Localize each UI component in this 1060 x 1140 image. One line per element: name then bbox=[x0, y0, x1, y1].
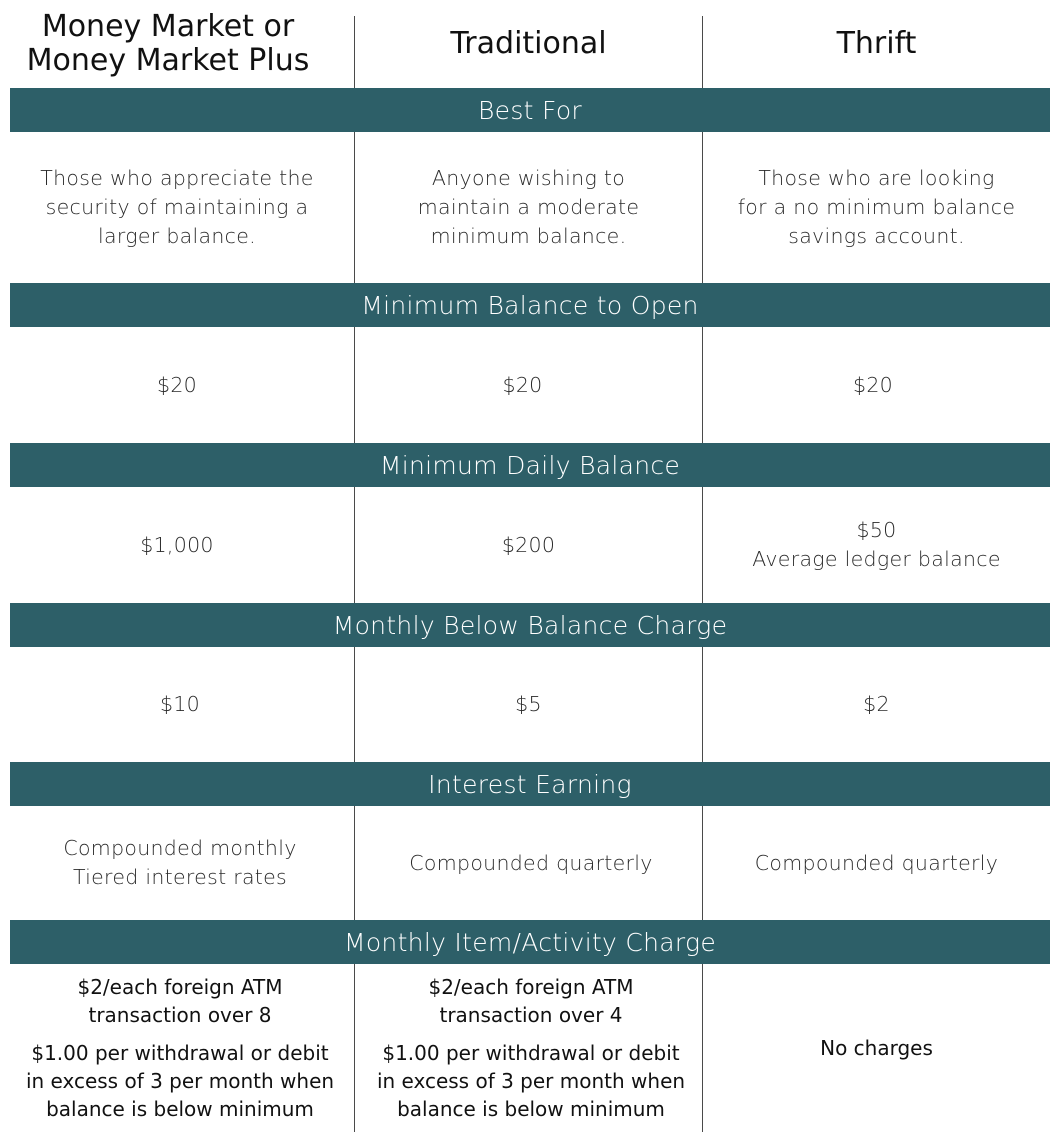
cell-below-charge-traditional bbox=[355, 647, 702, 762]
cell-line: Those who appreciate the bbox=[40, 166, 314, 190]
cell-line: Compounded quarterly bbox=[754, 850, 999, 875]
cell-daily-traditional bbox=[355, 487, 702, 603]
cell-below-charge-thrift bbox=[703, 647, 1050, 762]
section-header-interest-earning bbox=[10, 762, 1050, 806]
cell-line: in excess of 3 per month when bbox=[376, 1069, 686, 1093]
column-header-line: Money Market or bbox=[41, 9, 295, 44]
cell-line: transaction over 4 bbox=[439, 1003, 623, 1027]
cell-paragraph bbox=[428, 973, 633, 1029]
cell-line: $20 bbox=[156, 372, 198, 397]
cell-line: minimum balance. bbox=[430, 224, 627, 248]
section-header-minimum-daily-balance bbox=[10, 443, 1050, 487]
section-title: Interest Earning bbox=[428, 769, 632, 799]
cell-daily-money-market bbox=[0, 487, 354, 603]
cell-line: $2/each foreign ATM bbox=[77, 975, 283, 999]
cell-line: $1,000 bbox=[140, 532, 214, 557]
cell-line: $2/each foreign ATM bbox=[428, 975, 634, 999]
cell-line: larger balance. bbox=[98, 224, 256, 248]
cell-line: Anyone wishing to bbox=[431, 166, 626, 190]
cell-line: $50 bbox=[856, 518, 897, 542]
cell-line: transaction over 8 bbox=[88, 1003, 272, 1027]
cell-paragraph bbox=[26, 1039, 334, 1123]
column-header-traditional bbox=[355, 0, 702, 88]
cell-line: $1.00 per withdrawal or debit bbox=[31, 1041, 329, 1065]
section-title: Best For bbox=[478, 95, 582, 125]
cell-line: security of maintaining a bbox=[45, 195, 309, 219]
cell-line: $1.00 per withdrawal or debit bbox=[382, 1041, 680, 1065]
cell-line: savings account. bbox=[788, 224, 965, 248]
cell-paragraph bbox=[77, 973, 282, 1029]
column-header-money-market bbox=[0, 0, 336, 88]
cell-line: in excess of 3 per month when bbox=[25, 1069, 335, 1093]
cell-interest-thrift bbox=[703, 806, 1050, 920]
section-header-monthly-below-balance-charge bbox=[10, 603, 1050, 647]
cell-activity-money-market bbox=[0, 964, 360, 1132]
cell-below-charge-money-market bbox=[0, 647, 360, 762]
column-header-line: Traditional bbox=[450, 26, 607, 61]
cell-line: $5 bbox=[515, 692, 542, 716]
cell-daily-thrift bbox=[703, 487, 1050, 603]
cell-paragraph bbox=[377, 1039, 685, 1123]
section-header-monthly-item-activity-charge bbox=[10, 920, 1050, 964]
column-header-line: Thrift bbox=[836, 26, 917, 61]
cell-line: balance is below minimum bbox=[397, 1097, 665, 1121]
cell-line: $20 bbox=[502, 372, 543, 397]
cell-line: balance is below minimum bbox=[46, 1097, 314, 1121]
cell-min-open-thrift bbox=[703, 327, 1043, 443]
section-title: Monthly Item/Activity Charge bbox=[343, 927, 717, 957]
cell-activity-traditional bbox=[355, 964, 707, 1132]
cell-line: Compounded monthly bbox=[63, 836, 297, 860]
section-header-minimum-balance-to-open bbox=[10, 283, 1050, 327]
cell-line: No charges bbox=[820, 1036, 933, 1060]
cell-line: $200 bbox=[501, 532, 556, 557]
cell-interest-traditional bbox=[355, 806, 707, 920]
cell-best-for-money-market bbox=[0, 132, 354, 283]
cell-line: maintain a moderate bbox=[417, 195, 640, 219]
cell-line: $10 bbox=[159, 692, 201, 716]
section-title: Monthly Below Balance Charge bbox=[332, 610, 728, 640]
cell-min-open-money-market bbox=[0, 327, 354, 443]
cell-line: Compounded quarterly bbox=[409, 850, 653, 875]
cell-activity-thrift bbox=[703, 964, 1050, 1132]
section-header-best-for bbox=[10, 88, 1050, 132]
cell-line: Tiered interest rates bbox=[72, 865, 288, 889]
column-header-line: Money Market Plus bbox=[26, 43, 310, 78]
cell-min-open-traditional bbox=[355, 327, 690, 443]
cell-line: Average ledger balance bbox=[752, 547, 1001, 571]
section-title: Minimum Daily Balance bbox=[379, 450, 681, 480]
cell-best-for-thrift bbox=[703, 132, 1050, 283]
cell-paragraph bbox=[820, 1034, 933, 1062]
cell-line: $20 bbox=[852, 372, 894, 397]
cell-interest-money-market bbox=[0, 806, 360, 920]
cell-line: $2 bbox=[863, 692, 890, 716]
column-header-thrift bbox=[703, 0, 1050, 88]
cell-best-for-traditional bbox=[355, 132, 702, 283]
section-title: Minimum Balance to Open bbox=[361, 290, 699, 320]
cell-line: Those who are looking bbox=[758, 166, 995, 190]
cell-line: for a no minimum balance bbox=[737, 195, 1016, 219]
